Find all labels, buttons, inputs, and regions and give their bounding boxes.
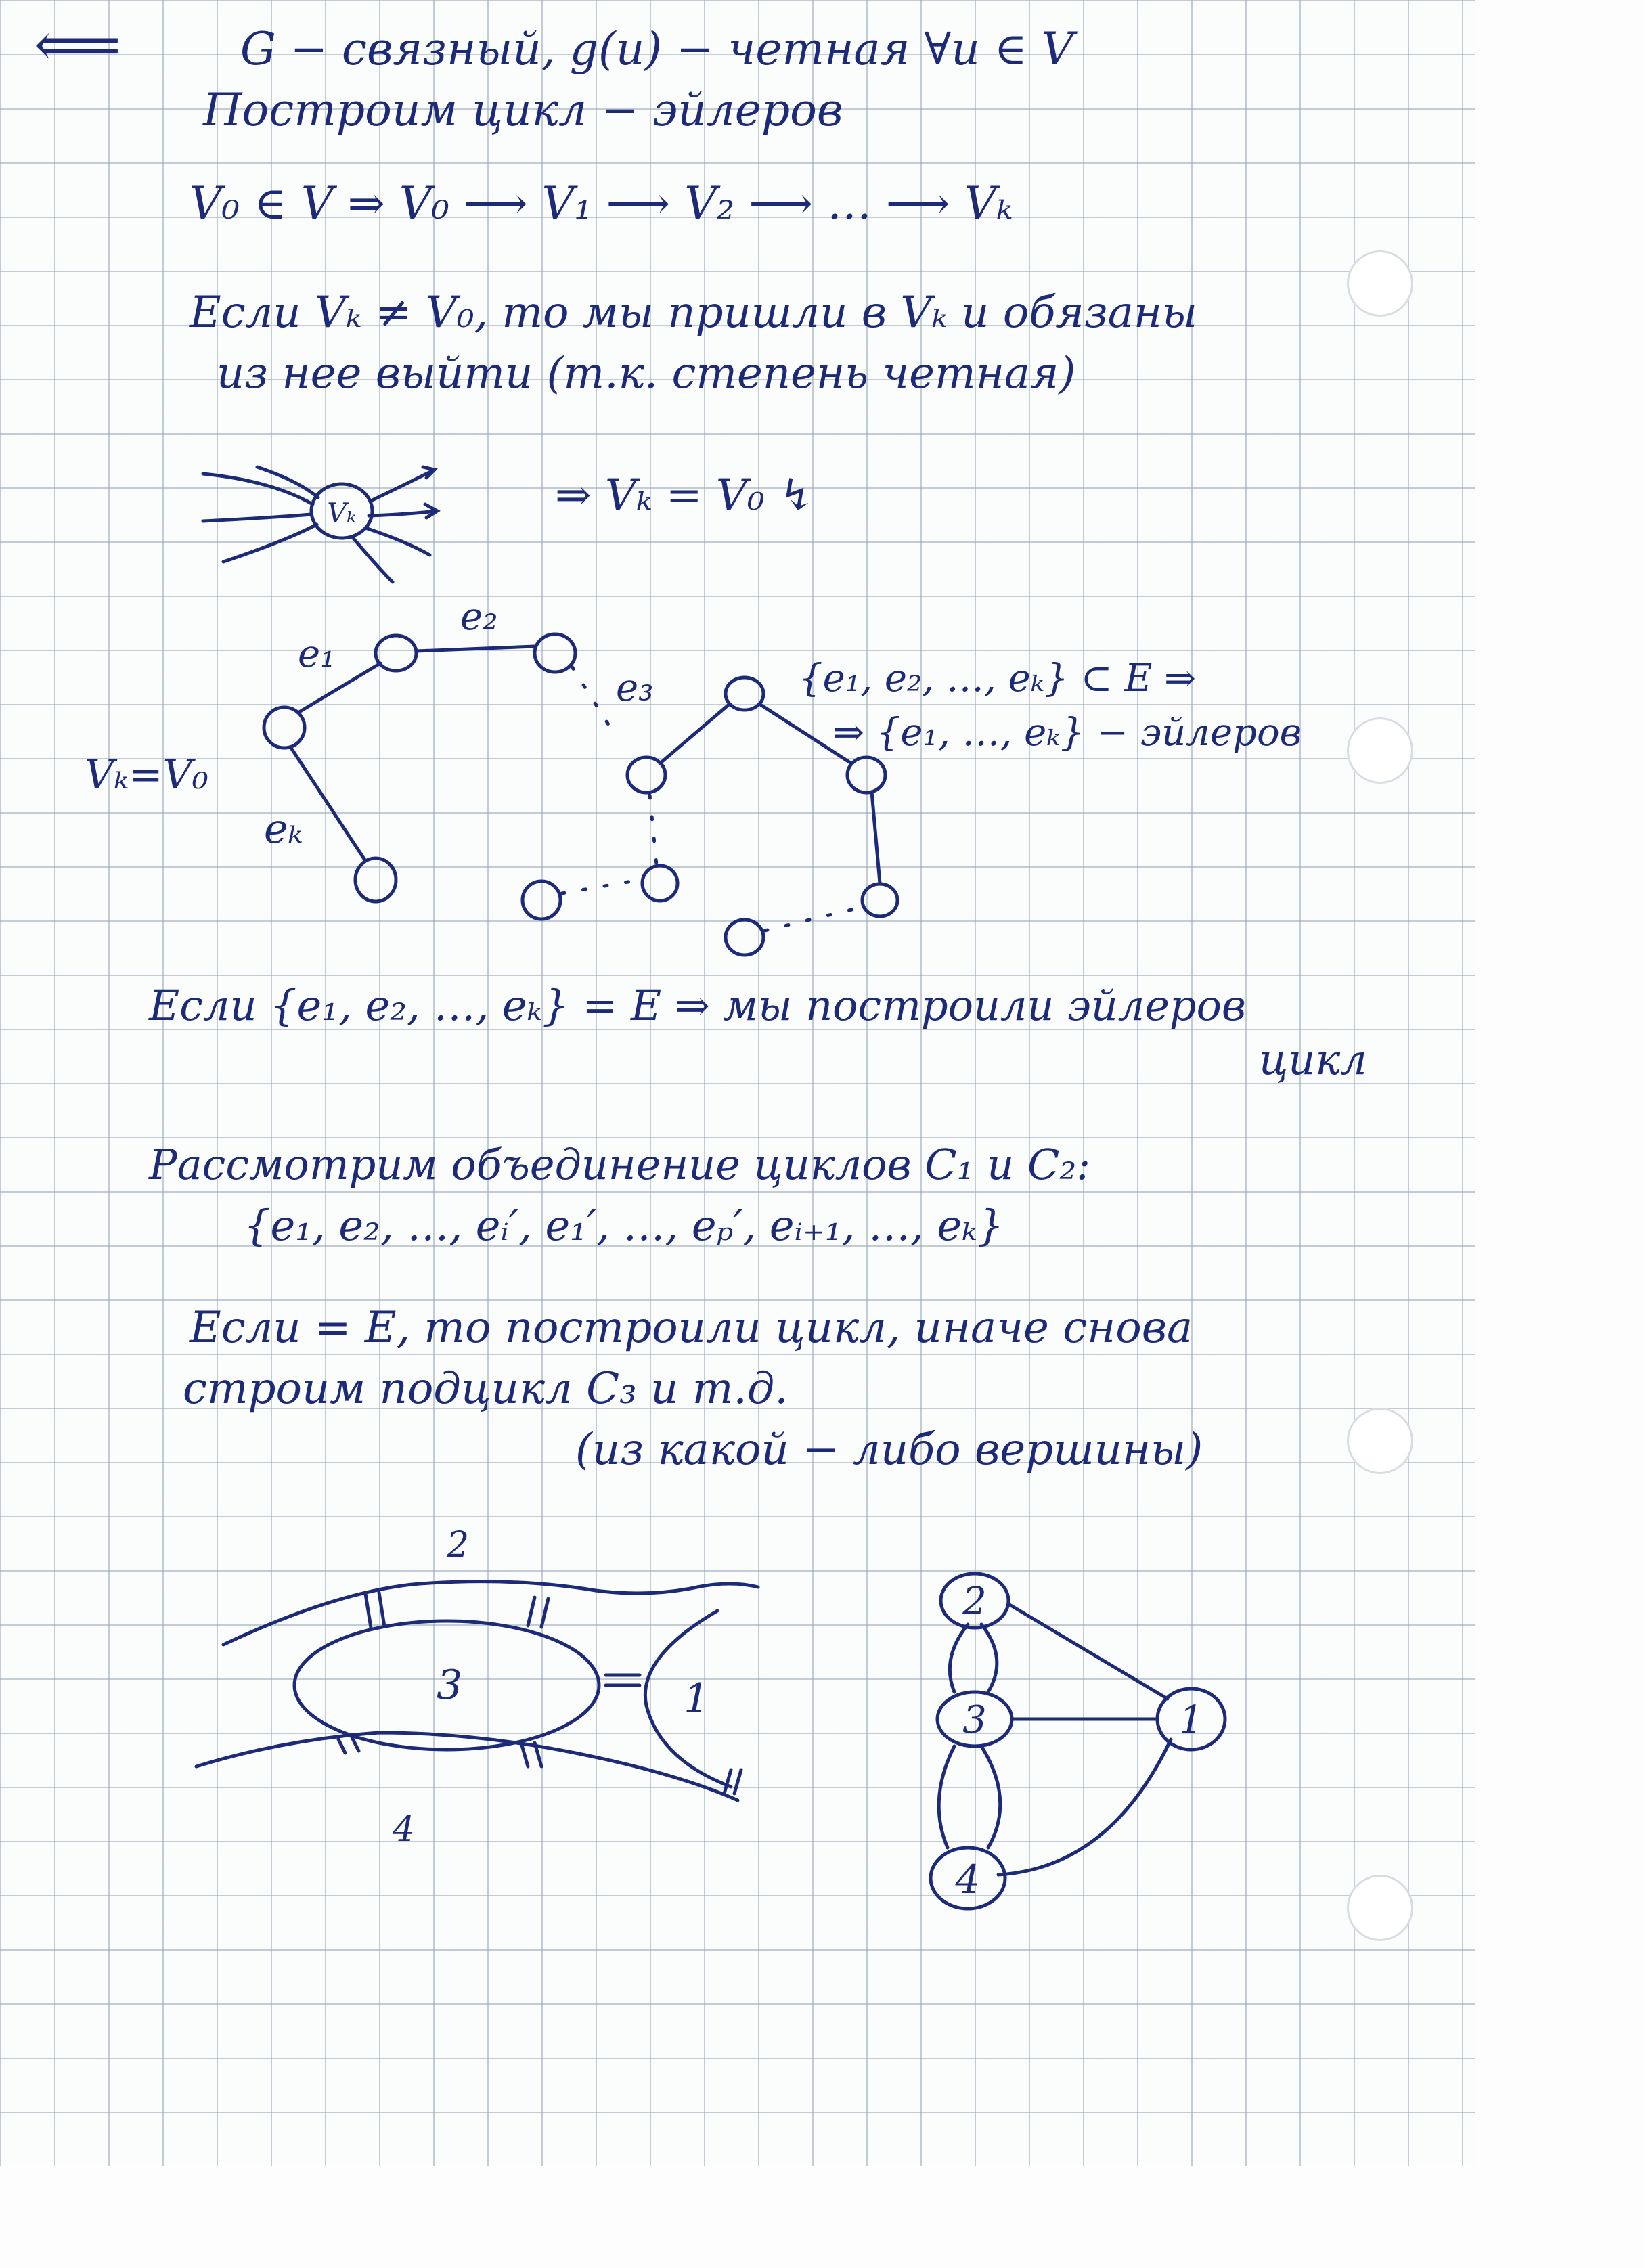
region-label: 3 — [437, 1662, 463, 1709]
text-line: Рассмотрим объединение циклов C₁ и C₂: — [149, 1140, 1091, 1189]
vertex-label: Vₖ — [327, 498, 357, 529]
text-line: из нее выйти (т.к. степень четная) — [217, 349, 1076, 399]
edge-label: e₃ — [616, 666, 654, 710]
region-label: 1 — [684, 1675, 710, 1722]
edge-label: eₖ — [264, 805, 303, 853]
back-arrow-icon: ⟸ — [34, 9, 122, 81]
text-line: Если {e₁, e₂, …, eₖ} = E ⇒ мы построили эйлеров — [149, 981, 1246, 1030]
equality-label: Vₖ=V₀ — [85, 751, 208, 799]
text-line: строим подцикл C₃ и т.д. — [183, 1364, 788, 1414]
text-line: ⇒ {e₁, …, eₖ} − эйлеров — [832, 711, 1302, 755]
text-line: (из какой − либо вершины) — [575, 1425, 1203, 1475]
vertex-label: 1 — [1179, 1698, 1203, 1742]
text-line: Построим цикл − эйлеров — [203, 84, 843, 136]
text-line: цикл — [1259, 1035, 1367, 1084]
text-line: ⇒ Vₖ = V₀ ↯ — [555, 470, 815, 520]
edge-label: e₁ — [298, 632, 336, 676]
vertex-label: 4 — [955, 1856, 981, 1903]
text-line: Если Vₖ ≠ V₀, то мы пришли в Vₖ и обязаны — [190, 288, 1198, 338]
region-label: 4 — [393, 1809, 416, 1850]
vertex-label: 3 — [962, 1698, 987, 1742]
text-line: G − связный, g(u) − четная ∀u ∈ V — [240, 23, 1074, 75]
text-line: V₀ ∈ V ⇒ V₀ ⟶ V₁ ⟶ V₂ ⟶ … ⟶ Vₖ — [190, 177, 1013, 229]
text-line: {e₁, e₂, …, eᵢ′, e₁′, …, eₚ′, eᵢ₊₁, …, eₖ} — [244, 1201, 1004, 1250]
edge-label: e₂ — [460, 595, 498, 639]
text-line: {e₁, e₂, …, eₖ} ⊂ E ⇒ — [799, 657, 1196, 701]
region-label: 2 — [447, 1525, 470, 1565]
text-line: Если = E, то построили цикл, иначе снова — [190, 1303, 1193, 1353]
vertex-label: 2 — [962, 1580, 987, 1624]
